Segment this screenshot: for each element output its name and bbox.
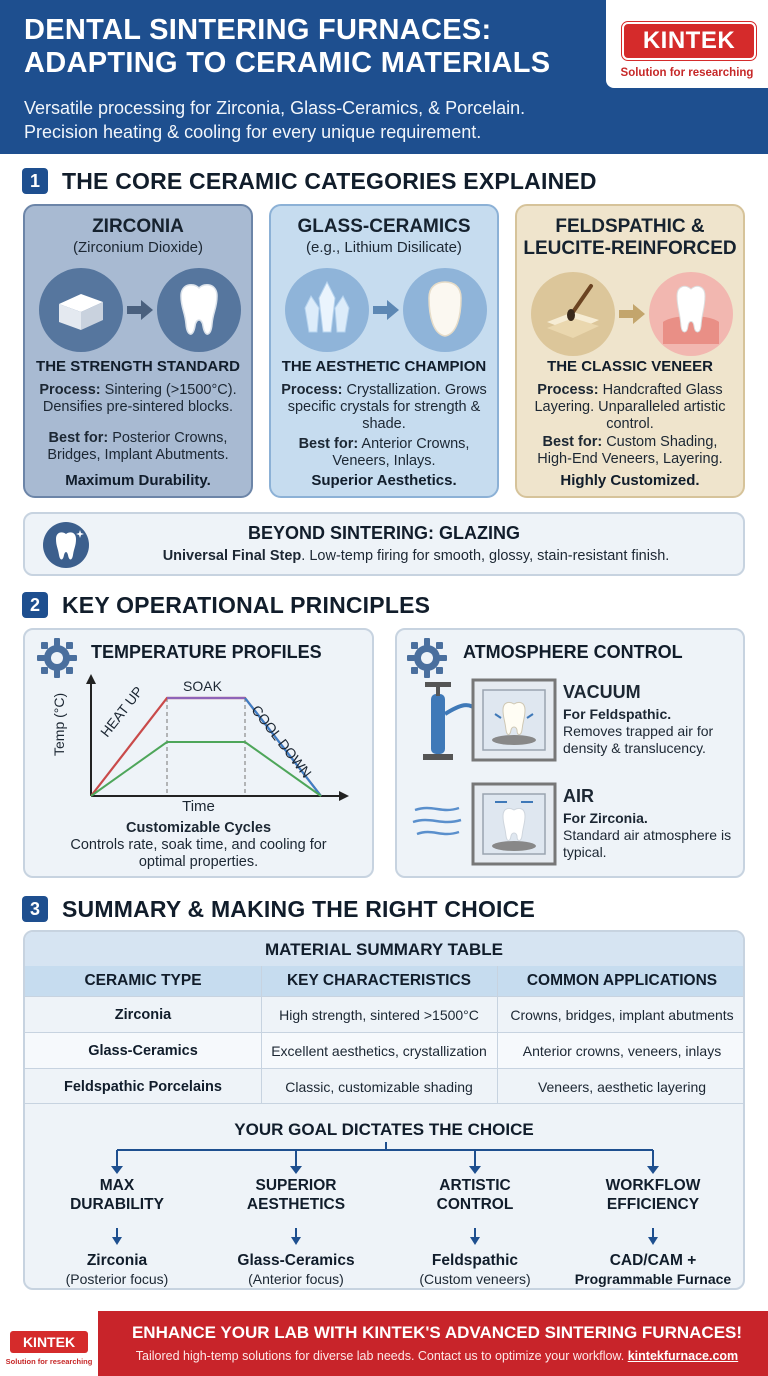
glazing-text: Universal Final Step. Low-temp firing for smooth, glossy, stain-resistant finish. [162,548,670,564]
arrow-right-icon [127,300,153,320]
card-title: ZIRCONIA [92,216,184,237]
table-cell: High strength, sintered >1500°C [279,1007,479,1023]
vacuum-lead: For Feldspathic. [563,706,672,722]
glazing-title: BEYOND SINTERING: GLAZING [247,523,520,543]
card-subtitle: (e.g., Lithium Disilicate) [306,239,462,256]
card-label: THE STRENGTH STANDARD [36,358,240,375]
veneer-tooth-icon [403,268,487,352]
vacuum-pump-chamber-icon [411,674,561,764]
crystal-icon [285,268,369,352]
goal-result: Feldspathic (Custom veneers) [419,1252,531,1287]
cycles-caption: Controls rate, soak time, and cooling for optimal properties. [70,837,327,870]
section-3-number: 3 [22,896,48,922]
table-header [25,966,743,996]
arrow-right-icon [373,300,399,320]
temp-axis-label: Temp (°C) [51,692,67,756]
goal-result: CAD/CAM + Programmable Furnace [574,1252,732,1287]
footer-logo-badge: KINTEK [10,1331,88,1353]
section-1-heading [22,166,597,196]
card-process: Process: Crystallization. Grows specific crystals for strength & shade. [281,382,487,432]
temperature-profiles-panel [23,628,374,878]
arrow-down-icon [111,1228,123,1246]
goal-artistic-control [390,1176,560,1287]
atmosphere-control-title: ATMOSPHERE CONTROL [463,642,683,662]
air-chamber-icon [411,778,561,870]
vacuum-text: Removes trapped air for density & translucency. [563,723,714,756]
card-subtitle: (Zirconium Dioxide) [72,239,204,256]
section-3-title: SUMMARY & MAKING THE RIGHT CHOICE [62,895,535,922]
time-axis-label: Time [182,798,215,815]
arrow-right-icon [619,304,645,324]
table-cell: Excellent aesthetics, crystallization [271,1043,487,1059]
card-label: THE AESTHETIC CHAMPION [281,358,487,375]
footer-text: Tailored high-temp solutions for diverse lab needs. Contact us to optimize your workflow. kintekfurnace.com [135,1349,739,1363]
section-2-heading [22,590,430,620]
table-divider [497,966,498,1104]
table-row [25,1068,743,1104]
card-best-for: Best for: Custom Shading, High-End Veneers, Layering. [537,434,723,467]
vacuum-title: VACUUM [563,682,641,702]
goal-name: EFFICIENCY [606,1196,700,1213]
goal-name: ARTISTIC [439,1177,511,1194]
air-lead: For Zirconia. [563,810,648,826]
atmosphere-control-panel [395,628,745,878]
section-2-title: KEY OPERATIONAL PRINCIPLES [62,591,431,618]
goal-workflow-efficiency [568,1176,738,1287]
section-1-number: 1 [22,168,48,194]
goal-name: WORKFLOW [605,1177,701,1194]
goal-superior-aesthetics [211,1176,381,1287]
table-cell: Zirconia [114,1007,172,1023]
table-cell: Crowns, bridges, implant abutments [510,1007,734,1023]
air-text: Standard air atmosphere is typical. [563,827,732,860]
table-row [25,996,743,1032]
arrow-down-icon [469,1228,481,1246]
glass-ceramics-card [269,204,499,498]
section-2-number: 2 [22,592,48,618]
table-cell: Classic, customizable shading [285,1079,473,1095]
card-best-for: Best for: Posterior Crowns, Bridges, Implant Abutments. [47,430,229,463]
page-title: DENTAL SINTERING FURNACES: ADAPTING TO CERAMIC MATERIALS [24,14,551,79]
summary-table-title: MATERIAL SUMMARY TABLE [25,932,743,966]
goal-name: AESTHETICS [246,1196,346,1213]
card-process: Process: Sintering (>1500°C). Densifies pre-sintered blocks. [39,382,237,415]
kintek-logo[interactable] [606,0,768,88]
soak-label: SOAK [183,678,222,694]
footer-banner [0,1311,768,1376]
column-header: KEY CHARACTERISTICS [286,972,471,989]
glazing-banner [23,512,745,576]
table-divider [261,966,262,1104]
table-cell: Feldspathic Porcelains [64,1079,222,1095]
feldspathic-card [515,204,745,498]
goal-title: YOUR GOAL DICTATES THE CHOICE [234,1120,534,1139]
brush-layering-icon [531,272,615,356]
goal-name: DURABILITY [70,1196,164,1213]
page-subtitle: Versatile processing for Zirconia, Glass-Ceramics, & Porcelain. Precision heating & cooling for every unique requirement. [24,98,526,142]
arrow-down-icon [647,1228,659,1246]
zirconia-card [23,204,253,498]
goal-max-durability [32,1176,202,1287]
card-final: Maximum Durability. [65,472,211,489]
air-title: AIR [563,786,594,806]
footer-title: ENHANCE YOUR LAB WITH KINTEK'S ADVANCED SINTERING FURNACES! [131,1323,743,1342]
section-1-title: THE CORE CERAMIC CATEGORIES EXPLAINED [62,167,597,194]
card-best-for: Best for: Anterior Crowns, Veneers, Inlays. [298,436,470,469]
kintek-logo-tagline: Solution for researching [620,67,754,79]
card-final: Highly Customized. [560,472,700,489]
kintek-logo-badge: KINTEK [622,22,756,60]
table-cell: Veneers, aesthetic layering [537,1079,707,1095]
goal-result: Zirconia (Posterior focus) [65,1252,169,1287]
arrow-down-icon [290,1228,302,1246]
section-3-heading [22,894,535,924]
goal-name: MAX [99,1177,135,1194]
cycles-caption-title: Customizable Cycles [125,820,272,836]
website-link[interactable]: kintekfurnace.com [627,1349,739,1363]
zirconia-block-icon [39,268,123,352]
table-row [25,1032,743,1068]
header-banner [0,0,768,154]
summary-panel [23,930,745,1290]
tooth-icon [157,268,241,352]
card-label: THE CLASSIC VENEER [547,358,713,375]
footer-kintek-logo[interactable] [0,1311,98,1376]
card-final: Superior Aesthetics. [311,472,457,489]
column-header: COMMON APPLICATIONS [526,972,718,989]
footer-logo-tagline: Solution for researching [5,1357,93,1366]
goal-result: Glass-Ceramics (Anterior focus) [237,1252,355,1287]
goal-name: CONTROL [436,1196,514,1213]
table-cell: Glass-Ceramics [88,1043,198,1059]
card-title: GLASS-CERAMICS [297,216,471,237]
temperature-profiles-title: TEMPERATURE PROFILES [91,642,322,662]
card-process: Process: Handcrafted Glass Layering. Unparalleled artistic control. [534,382,726,432]
goal-tree-connector [25,1142,745,1178]
cool-down-label: COOL DOWN [248,702,315,781]
gum-tooth-icon [649,272,733,356]
table-cell: Anterior crowns, veneers, inlays [522,1043,722,1059]
column-header: CERAMIC TYPE [84,972,202,989]
heat-up-label: HEAT UP [97,683,147,740]
card-title: FELDSPATHIC & LEUCITE-REINFORCED [523,216,737,259]
goal-name: SUPERIOR [255,1177,337,1194]
